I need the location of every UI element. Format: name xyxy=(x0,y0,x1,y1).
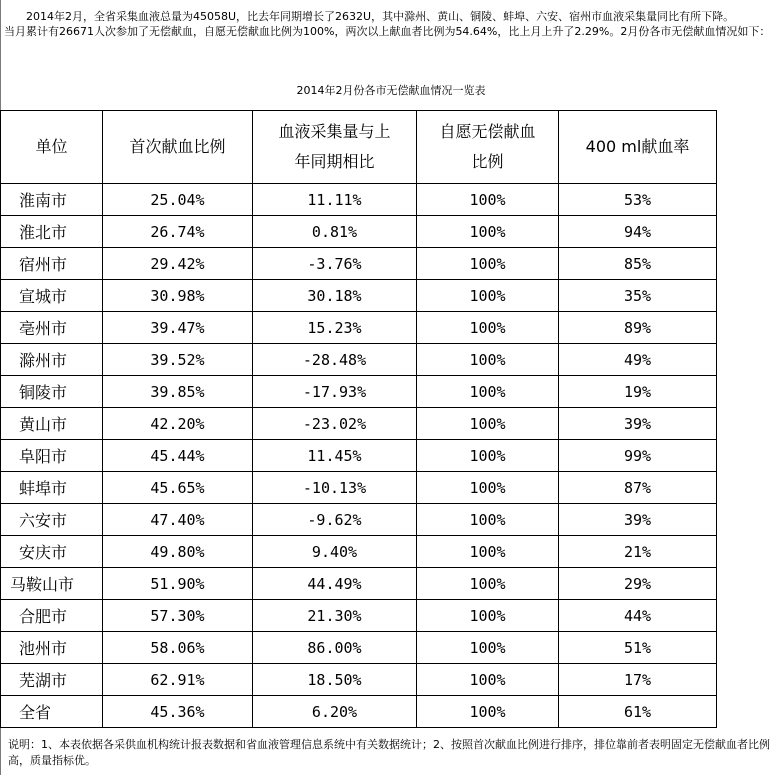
cell-voluntary: 100% xyxy=(417,568,559,600)
cell-voluntary: 100% xyxy=(417,664,559,696)
cell-yoy: 30.18% xyxy=(253,280,417,312)
header-yoy xyxy=(253,111,417,184)
cell-unit: 池州市 xyxy=(1,632,103,664)
table-row xyxy=(1,312,717,344)
table-row xyxy=(1,472,717,504)
cell-first-ratio: 26.74% xyxy=(103,216,253,248)
cell-first-ratio: 57.30% xyxy=(103,600,253,632)
table-title: 2014年2月份各市无偿献血情况一览表 xyxy=(296,84,486,97)
cell-voluntary: 100% xyxy=(417,472,559,504)
table-row xyxy=(1,600,717,632)
cell-first-ratio: 45.44% xyxy=(103,440,253,472)
cell-first-ratio: 47.40% xyxy=(103,504,253,536)
cell-unit: 宿州市 xyxy=(1,248,103,280)
table-row xyxy=(1,280,717,312)
cell-unit: 黄山市 xyxy=(1,408,103,440)
cell-yoy: 11.11% xyxy=(253,184,417,216)
cell-400ml-rate: 21% xyxy=(559,536,717,568)
cell-yoy: -23.02% xyxy=(253,408,417,440)
cell-400ml-rate: 53% xyxy=(559,184,717,216)
cell-unit: 马鞍山市 xyxy=(1,568,103,600)
header-yoy-line1: 血液采集量与上 xyxy=(278,122,391,141)
cell-400ml-rate: 29% xyxy=(559,568,717,600)
cell-first-ratio: 62.91% xyxy=(103,664,253,696)
table-row xyxy=(1,568,717,600)
cell-unit: 阜阳市 xyxy=(1,440,103,472)
header-unit: 单位 xyxy=(1,111,103,184)
cell-first-ratio: 39.52% xyxy=(103,344,253,376)
cell-yoy: 15.23% xyxy=(253,312,417,344)
cell-first-ratio: 30.98% xyxy=(103,280,253,312)
cell-voluntary: 100% xyxy=(417,280,559,312)
cell-voluntary: 100% xyxy=(417,312,559,344)
cell-voluntary: 100% xyxy=(417,216,559,248)
table-row xyxy=(1,216,717,248)
header-voluntary xyxy=(417,111,559,184)
cell-400ml-rate: 19% xyxy=(559,376,717,408)
cell-voluntary: 100% xyxy=(417,184,559,216)
table-row xyxy=(1,376,717,408)
cell-yoy: 44.49% xyxy=(253,568,417,600)
table-header-row xyxy=(1,111,717,184)
cell-voluntary: 100% xyxy=(417,696,559,728)
cell-400ml-rate: 39% xyxy=(559,408,717,440)
cell-yoy: -17.93% xyxy=(253,376,417,408)
cell-unit: 铜陵市 xyxy=(1,376,103,408)
cell-400ml-rate: 51% xyxy=(559,632,717,664)
cell-unit: 全省 xyxy=(1,696,103,728)
cell-first-ratio: 49.80% xyxy=(103,536,253,568)
cell-first-ratio: 29.42% xyxy=(103,248,253,280)
cell-unit: 亳州市 xyxy=(1,312,103,344)
cell-yoy: 86.00% xyxy=(253,632,417,664)
cell-400ml-rate: 61% xyxy=(559,696,717,728)
cell-voluntary: 100% xyxy=(417,440,559,472)
table-body xyxy=(1,184,717,728)
cell-400ml-rate: 94% xyxy=(559,216,717,248)
header-yoy-line2: 年同期相比 xyxy=(294,152,375,171)
header-400ml-rate: 400 ml献血率 xyxy=(559,111,717,184)
cell-unit: 淮南市 xyxy=(1,184,103,216)
cell-voluntary: 100% xyxy=(417,408,559,440)
cell-first-ratio: 39.85% xyxy=(103,376,253,408)
header-voluntary-line2: 比例 xyxy=(471,152,504,171)
cell-unit: 六安市 xyxy=(1,504,103,536)
cell-400ml-rate: 87% xyxy=(559,472,717,504)
cell-first-ratio: 45.65% xyxy=(103,472,253,504)
cell-yoy: -9.62% xyxy=(253,504,417,536)
cell-yoy: 18.50% xyxy=(253,664,417,696)
table-row xyxy=(1,408,717,440)
cell-unit: 宣城市 xyxy=(1,280,103,312)
cell-400ml-rate: 35% xyxy=(559,280,717,312)
cell-first-ratio: 58.06% xyxy=(103,632,253,664)
cell-400ml-rate: 17% xyxy=(559,664,717,696)
table-row xyxy=(1,536,717,568)
header-first-ratio: 首次献血比例 xyxy=(103,111,253,184)
intro-line-2: 当月累计有26671人次参加了无偿献血，自愿无偿献血比例为100%，两次以上献血者比例为54.64%，比上月上升了2.29%。2月份各市无偿献血情况如下： xyxy=(4,25,771,38)
cell-voluntary: 100% xyxy=(417,600,559,632)
table-row xyxy=(1,440,717,472)
cell-voluntary: 100% xyxy=(417,344,559,376)
table-row xyxy=(1,248,717,280)
cell-first-ratio: 45.36% xyxy=(103,696,253,728)
cell-yoy: 21.30% xyxy=(253,600,417,632)
cell-unit: 芜湖市 xyxy=(1,664,103,696)
cell-yoy: 0.81% xyxy=(253,216,417,248)
footnote: 说明：1、本表依据各采供血机构统计报表数据和省血液管理信息系统中有关数据统计；2、按照首次献血比例进行排序，排位靠前者表明固定无偿献血者比例高，质量指标优。 xyxy=(8,738,770,767)
cell-400ml-rate: 89% xyxy=(559,312,717,344)
cell-yoy: -3.76% xyxy=(253,248,417,280)
cell-unit: 滁州市 xyxy=(1,344,103,376)
cell-yoy: -28.48% xyxy=(253,344,417,376)
table-row xyxy=(1,664,717,696)
table-row xyxy=(1,344,717,376)
header-voluntary-line1: 自愿无偿献血 xyxy=(439,122,536,141)
cell-voluntary: 100% xyxy=(417,632,559,664)
cell-yoy: 9.40% xyxy=(253,536,417,568)
cell-400ml-rate: 44% xyxy=(559,600,717,632)
cell-first-ratio: 39.47% xyxy=(103,312,253,344)
cell-unit: 蚌埠市 xyxy=(1,472,103,504)
cell-yoy: -10.13% xyxy=(253,472,417,504)
cell-voluntary: 100% xyxy=(417,536,559,568)
cell-unit: 淮北市 xyxy=(1,216,103,248)
donation-table xyxy=(0,110,717,728)
table-row xyxy=(1,184,717,216)
cell-400ml-rate: 85% xyxy=(559,248,717,280)
cell-yoy: 11.45% xyxy=(253,440,417,472)
cell-400ml-rate: 39% xyxy=(559,504,717,536)
cell-yoy: 6.20% xyxy=(253,696,417,728)
cell-voluntary: 100% xyxy=(417,376,559,408)
table-row xyxy=(1,632,717,664)
cell-first-ratio: 42.20% xyxy=(103,408,253,440)
cell-first-ratio: 25.04% xyxy=(103,184,253,216)
cell-unit: 安庆市 xyxy=(1,536,103,568)
intro-paragraph xyxy=(4,9,778,39)
cell-400ml-rate: 49% xyxy=(559,344,717,376)
cell-voluntary: 100% xyxy=(417,248,559,280)
intro-line-1: 2014年2月，全省采集血液总量为45058U，比去年同期增长了2632U，其中滁州、黄山、铜陵、蚌埠、六安、宿州市血液采集量同比有所下降。 xyxy=(26,10,735,23)
table-row xyxy=(1,696,717,728)
cell-400ml-rate: 99% xyxy=(559,440,717,472)
cell-first-ratio: 51.90% xyxy=(103,568,253,600)
cell-voluntary: 100% xyxy=(417,504,559,536)
table-row xyxy=(1,504,717,536)
cell-unit: 合肥市 xyxy=(1,600,103,632)
